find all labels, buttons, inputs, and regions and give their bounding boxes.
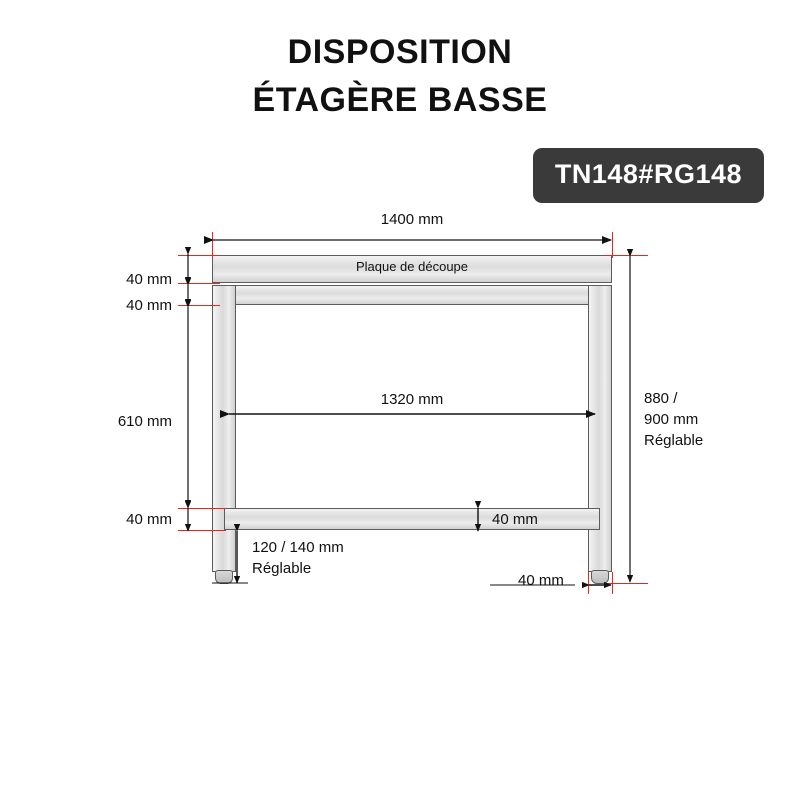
ext-line-apron-bottom — [178, 305, 220, 306]
ext-line-shelf-top — [178, 508, 226, 509]
dim-leg-clearance: 610 mm — [117, 413, 172, 430]
dim-leg-width: 40 mm — [518, 572, 564, 589]
ext-line-right-bottom — [604, 583, 648, 584]
dim-total-height-line1: 880 / — [644, 390, 678, 407]
ext-line-worktop-top — [178, 255, 220, 256]
ext-line-shelf-bottom — [178, 530, 226, 531]
dim-shelf-thickness-left: 40 mm — [126, 511, 172, 528]
dim-shelf-floor-line2: Réglable — [252, 560, 312, 577]
dim-overall-width: 1400 mm — [380, 211, 444, 228]
page-title-line1: DISPOSITION — [287, 33, 513, 71]
ext-line-right-top — [604, 255, 648, 256]
dim-total-height-line3: Réglable — [644, 432, 704, 449]
dim-shelf-floor-line1: 120 / 140 mm — [252, 539, 344, 556]
page-title-line2: ÉTAGÈRE BASSE — [252, 81, 548, 119]
model-badge: TN148#RG148 — [533, 148, 764, 203]
dim-apron-height: 40 mm — [126, 297, 172, 314]
dim-shelf-thickness: 40 mm — [492, 511, 538, 528]
dim-total-height-line2: 900 mm — [644, 411, 699, 428]
worktop-label: Plaque de découpe — [355, 259, 469, 274]
ext-line-worktop-bottom — [178, 283, 220, 284]
ext-line-legwidth-right — [612, 572, 613, 594]
dim-inner-width: 1320 mm — [380, 391, 444, 408]
dim-worktop-thickness: 40 mm — [126, 271, 172, 288]
foot-left — [215, 570, 233, 584]
apron-rail — [212, 285, 612, 305]
